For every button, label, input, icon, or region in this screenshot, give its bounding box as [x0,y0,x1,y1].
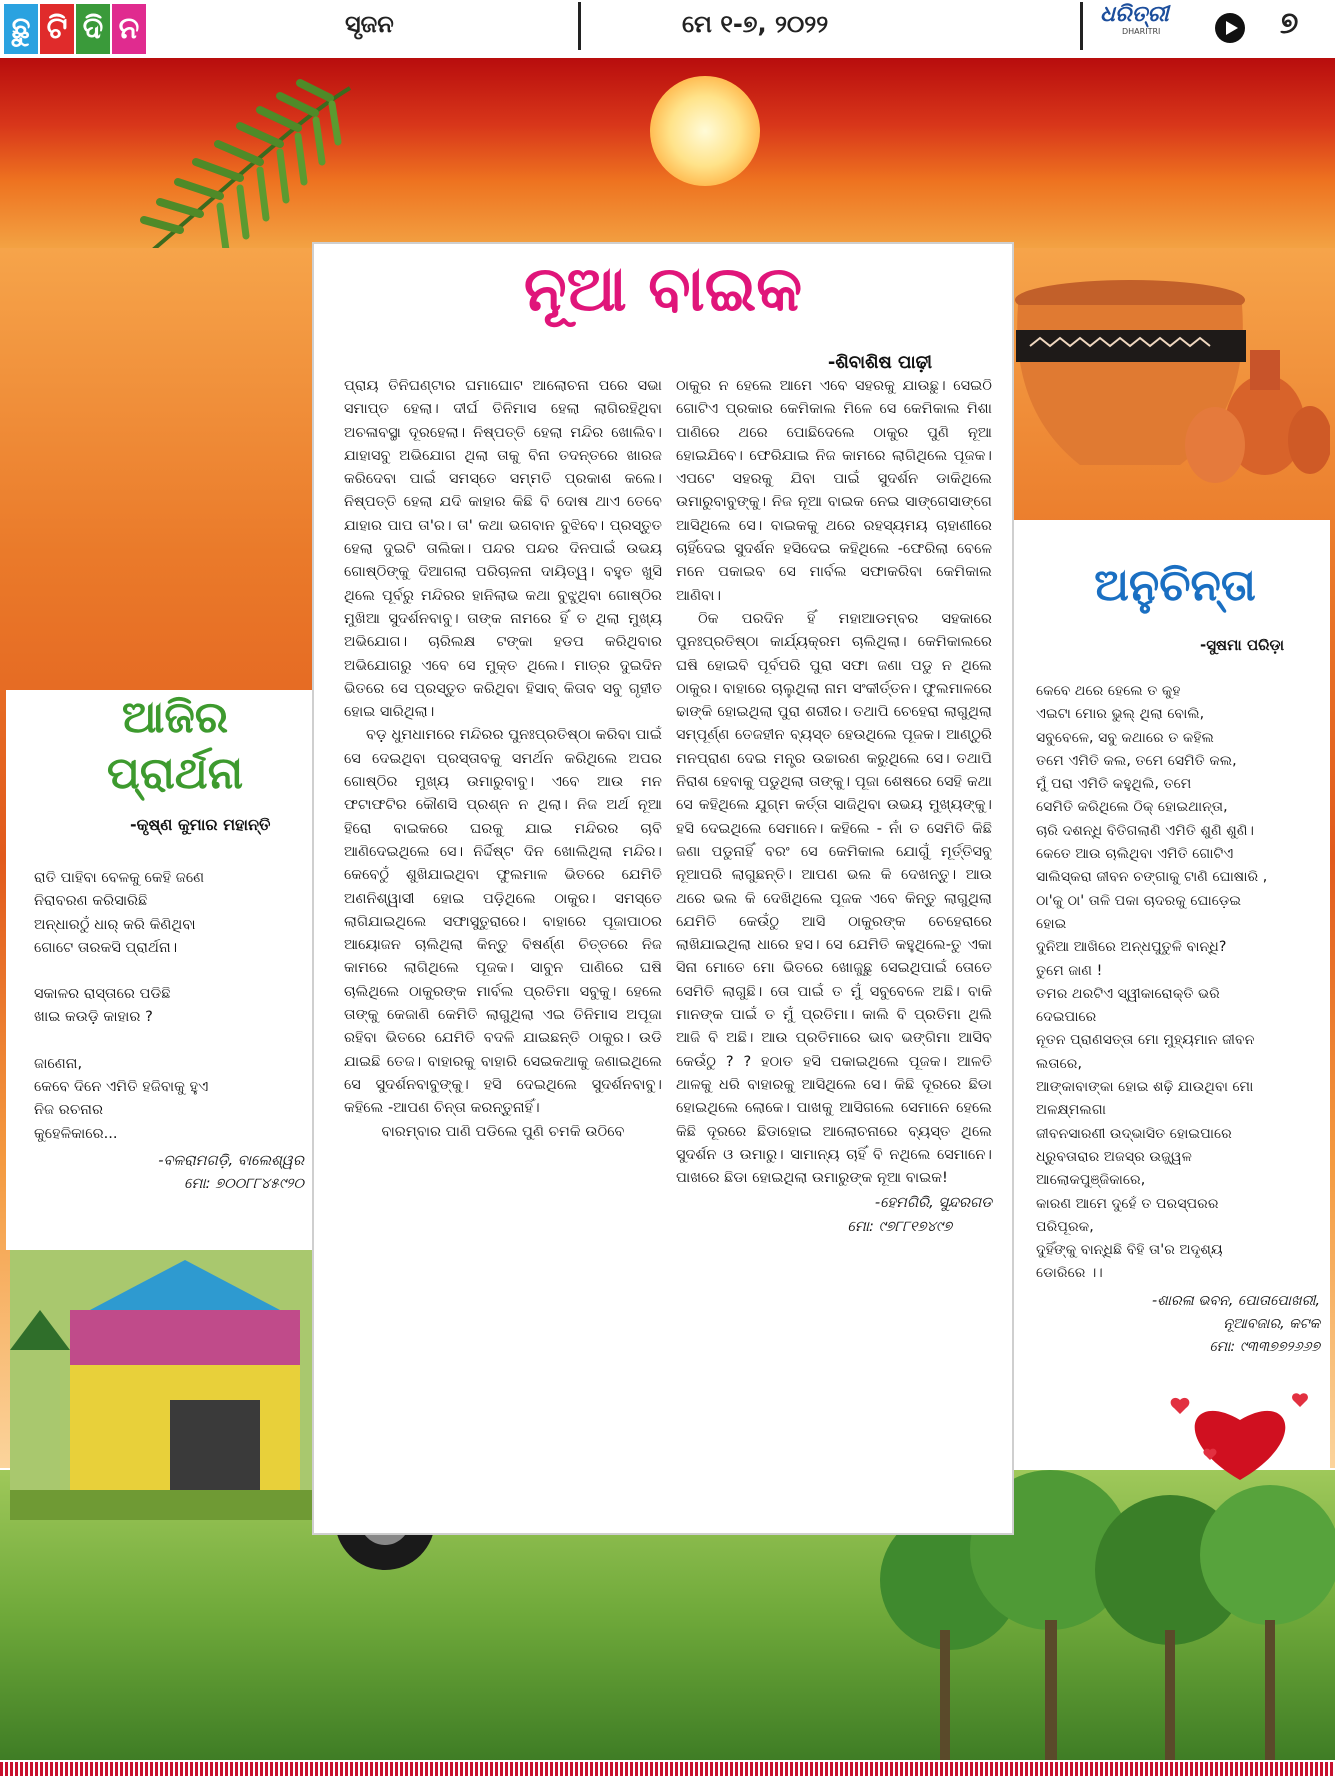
poem-line: ଡୋରିରେ ।। [1036,1265,1103,1282]
poem-line: ଧ୍ରୁବତାରାର ଅଜସ୍ର ଉଜ୍ଜ୍ୱଳ [1036,1148,1192,1165]
poem-line: ସାଲିସ୍‌କରା ଜୀବନ ଚଙ୍ଗାକୁ ଟାଣି ଘୋଷାରି , [1036,869,1268,886]
left-poem-author: -କୃଷ୍ଣ କୁମାର ମହାନ୍ତି [130,815,271,834]
left-poem-body [34,866,304,1196]
poem-line: ଏଇଟା ମୋର ଭୁଲ୍ ଥିଲା ବୋଲି, [1036,706,1205,723]
poem-line: କୁହେଳିକାରେ... [34,1124,118,1142]
poem-line: ଦୁହିଁଙ୍କୁ ବାନ୍ଧିଛି ବିହି ତା'ର ଅଦୃଶ୍ୟ [1036,1242,1223,1259]
article-paragraph: ବାରମ୍ବାର ପାଣି ପଡିଲେ ପୁଣି ଚମକି ଉଠିବେ [381,1122,625,1140]
sun-image [650,76,760,186]
poem-line: ମୁଁ ପରା ଏମିତି କହୁଥିଲି, ତମେ [1036,776,1192,793]
header-divider [1080,2,1083,50]
article-paragraph: ପ୍ରାୟ ତିନିଘଣ୍ଟାର ଘମାଘୋଟ ଆଲୋଚନା ପରେ ସଭା ସମାପ୍ତ ହେଲା। ଦୀର୍ଘ ତିନିମାସ ହେଲା ଲାଗିରହିଥିବା ଅଚଳାବସ୍ଥା ଦୂରହେଲା। ନିଷ୍ପତ୍ତି ହେଲା ମନ୍ଦିର ଖୋଲିବ। ଯାହାସବୁ ଅଭିଯୋଗ ଥିଲା ତାକୁ ବିନା ତଦନ୍ତରେ ଖାରଜ କରିଦେବା ପାଇଁ ସମସ୍ତେ ସମ୍ମତି ପ୍ରକାଶ କଲେ। ନିଷ୍ପତ୍ତି ହେଲା ଯଦି କାହାର କିଛି ବି ଦୋଷ ଥାଏ ତେବେ ଯାହାର ପାପ ତା'ର। ତା' କଥା ଭଗବାନ ବୁଝିବେ। ପ୍ରସ୍ତୁତ ହେଲା ଦୁଇଟି ତାଲିକା। ପନ୍ଦର ପନ୍ଦର ଦିନପାଇଁ ଉଭୟ ଗୋଷ୍ଠିଙ୍କୁ ଦିଆଗଲା ପରିଚାଳନା ଦାୟିତ୍ୱ। ବହୁତ ଖୁସି ଥିଲେ ପୂର୍ବରୁ ମନ୍ଦିରର ହାନିଲାଭ କଥା ବୁଝୁଥିବା ଗୋଷ୍ଠିର ମୁଖିଆ ସୁଦର୍ଶନବାବୁ। ତାଙ୍କ ନାମରେ ହିଁ ତ ଥିଲା ମୁଖ୍ୟ ଅଭିଯୋଗ। ଚାରିଲକ୍ଷ ଟଙ୍କା ହଡପ କରିଥିବାର ଅଭିଯୋଗରୁ ଏବେ ସେ ମୁକ୍ତ ଥିଲେ। ମାତ୍ର ଦୁଇଦିନ ଭିତରେ ସେ ପ୍ରସ୍ତୁତ କରିଥିବା ହିସାବ୍ କିତାବ ସବୁ ଗୃହୀତ ହୋଇ ସାରିଥିଲା। [344,377,662,721]
issue-date: ମେ ୧-୭, ୨୦୨୨ [682,10,829,38]
poem-phone: ମୋ: ୭୦୦୮୮୪୫୯୨୦ [184,1175,304,1193]
poem-line: କେବେ ଥରେ ହେଲେ ତ କୁହ [1036,683,1181,699]
masthead [0,0,1335,58]
poem-phone: ମୋ: ୯୩୩୭୭୨୬୬୭ [1209,1339,1320,1356]
left-poem-title-line: ପ୍ରାର୍ଥନା [106,748,244,799]
masthead-letter-1: ଛୁ [4,4,38,54]
right-poem-title: ଅନୁଚିନ୍ତା [1094,560,1256,611]
poem-line: ସବୁବେଳେ, ସବୁ କଥାରେ ତ କହିଲ [1036,729,1214,746]
poem-line: କାରଣ ଆମେ ଦୁହେଁ ତ ପରସ୍ପରର [1036,1195,1219,1212]
poem-line: ଠା'କୁ ଠା' ତାଳି ପକା ଚାଦରକୁ ଘୋଡ଼େଇ [1036,892,1242,909]
poem-line: ଚାରି ଦଶନ୍ଧି ବିତିଗଲାଣି ଏମିତି ଶୁଣି ଶୁଣି। [1036,822,1254,839]
temple-image [10,1250,340,1520]
article-column-1 [344,374,662,1143]
poem-line: ଆଲୋକପୁଞ୍ଜିକାରେ, [1036,1172,1146,1189]
poem-line: ନୂତନ ପ୍ରାଣସତ୍ତା ମୋ ମୁହ୍ୟମାନ ଜୀବନ [1036,1032,1255,1049]
poem-address: -ଶାରଳା ଭବନ, ପୋତାପୋଖରୀ, [1151,1292,1320,1309]
footer-strip [0,1762,1335,1776]
poem-line [34,1029,304,1052]
poem-line: ନିଜ ରଚନାର [34,1101,104,1119]
article-paragraph: ଠାକୁର ନ ହେଲେ ଆମେ ଏବେ ସହରକୁ ଯାଉଛୁ। ସେଇଠି ଗୋଟିଏ ପ୍ରକାର କେମିକାଲ ମିଳେ ସେ କେମିକାଲ ମିଶା ପାଣିରେ ଥରେ ପୋଛିଦେଲେ ଠାକୁର ପୁଣି ନୂଆ ହୋଇଯିବେ। ଫେରିଯାଇ ନିଜ କାମରେ ଲାଗିଥିଲେ ପୂଜକ। ଏପଟେ ସହରକୁ ଯିବା ପାଇଁ ସୁଦର୍ଶନ ଡାକିଥିଲେ ଉମାରୁବାବୁଙ୍କୁ। ନିଜ ନୂଆ ବାଇକ ନେଇ ସାଙ୍ଗେସାଙ୍ଗେ ଆସିଥିଲେ ସେ। ବାଇକକୁ ଥରେ ରହସ୍ୟମୟ ଚାହାଣୀରେ ଚାହିଁଦେଇ ସୁଦର୍ଶନ ହସିଦେଇ କହିଥିଲେ -ଫେରିଲା ବେଳେ ମନେ ପକାଇବ ସେ ମାର୍ବଲ ସଫାକରିବା କେମିକାଲ ଆଣିବା। [676,377,992,604]
article-title: ନୂଆ ବାଇକ [523,252,803,325]
poem-line: ଜୀବନସାରଣୀ ଉଦ୍‌ଭାସିତ ହୋଇପାରେ [1036,1125,1232,1142]
article-paragraph: ବଡ଼ ଧୁମଧାମରେ ମନ୍ଦିରର ପୁନଃପ୍ରତିଷ୍ଠା କରିବା ପାଇଁ ସେ ଦେଇଥିବା ପ୍ରସ୍ତାବକୁ ସମର୍ଥନ କରିଥିଲେ ଅପର ଗୋଷ୍ଠିର ମୁଖ୍ୟ ଉମାରୁବାବୁ। ଏବେ ଆଉ ମନ ଫଟାଫଟିର କୌଣସି ପ୍ରଶ୍ନ ନ ଥିଲା। ନିଜ ଅର୍ଥ ନୂଆ ହିରୋ ବାଇକରେ ଘରକୁ ଯାଇ ମନ୍ଦିରର ଚାବି ଆଣିଦେଇଥିଲେ ସେ। ନିର୍ଦ୍ଦିଷ୍ଟ ଦିନ ଖୋଲିଥିଲା ମନ୍ଦିର। କେବେଠୁଁ ଶୁଖିଯାଇଥିବା ଫୁଲମାଳ ଭିତରେ ଯେମିତି ଅଣନିଶ୍ୱାସୀ ହୋଇ ପଡ଼ିଥିଲେ ଠାକୁର। ସମସ୍ତେ ଲାଗିଯାଇଥିଲେ ସଫାସୁତୁରାରେ। ବାହାରେ ପୂଜାପାଠର ଆୟୋଜନ ଚାଲିଥିଲା କିନ୍ତୁ ବିଷର୍ଣ୍ଣ ଚିତ୍ତରେ ନିଜ କାମରେ ଲାଗିଥିଲେ ପୂଜକ। ସାବୁନ ପାଣିରେ ଘଷି ଚାଲିଥିଲେ ଠାକୁରଙ୍କ ମାର୍ବଲ ପ୍ରତିମା ସବୁକୁ। ହେଲେ ତାଙ୍କୁ କେଜାଣି କେମିତି ଲାଗୁଥିଲା ଏଇ ତିନିମାସ ଅପୂଜା ରହିବା ଭିତରେ ଯେମିତି ବଦଳି ଯାଇଛନ୍ତି ଠାକୁର। ଉଡି ଯାଇଛି ତେଜ। ବାହାରକୁ ବାହାରି ସେଇକଥାକୁ ଜଣାଇଥିଲେ ସେ ସୁଦର୍ଶନବାବୁଙ୍କୁ। ହସି ଦେଇଥିଲେ ସୁଦର୍ଶନବାବୁ। କହିଲେ -ଆପଣ ଚିନ୍ତା କରନ୍ତୁନାହିଁ। [344,726,662,1117]
right-poem-body [1036,680,1320,1360]
palm-leaf-image [100,78,360,248]
masthead-letter-2: ଟି [40,4,74,54]
poem-line: ରାତି ପାହିବା ବେଳକୁ କେହି ଜଣେ [34,869,205,886]
sunset-banner [0,58,1335,248]
poem-line [34,959,304,982]
hearts-image [1150,1380,1330,1490]
poem-line: କେବେ ଦିନେ ଏମିତି ହଜିବାକୁ ହୁଏ [34,1078,209,1096]
poem-line: ଦେଇପାରେ [1036,1009,1097,1026]
article-author: -ଶିବାଶିଷ ପାଢ଼ୀ [827,352,932,373]
poem-line: ଲତାରେ, [1036,1055,1082,1072]
article-address: -ହେମଗିରି, ସୁନ୍ଦରଗଡ [874,1194,992,1212]
left-poem-title-line: ଆଜିର [121,692,229,743]
poem-line: ଆଙ୍କାବାଙ୍କା ହୋଇ ଶଢ଼ି ଯାଉଥିବା ମୋ [1036,1079,1254,1096]
main-article [312,242,1014,1535]
poem-line: ଖାଇ କଉଡ଼ି କାହାର ? [34,1008,153,1026]
poem-address: -ବଳରାମଗଡ଼ି, ବାଲେଶ୍ୱର [158,1151,304,1169]
poem-line: ସେମିତି କରିଥିଲେ ଠିକ୍ ହୋଇଥାନ୍ତା, [1036,799,1228,816]
poem-line: ଜାଣେନା, [34,1054,83,1072]
article-phone: ମୋ: ୯୭୮୮୧୭୪୯୭ [847,1217,952,1235]
brand-logo: ଧରିତ୍ରୀ DHARITRI [1100,2,1169,36]
play-icon [1214,12,1246,44]
left-poem-title [40,690,310,802]
poem-line: ଗୋଟେ ତାରକସି ପ୍ରାର୍ଥନା। [34,938,178,956]
poem-line: ତମର ଥରଟିଏ ସ୍ୱୀକାରୋକ୍ତି ଭରି [1036,985,1220,1002]
section-name: ସୃଜନ [345,10,394,38]
poem-line: ଦୁନିଆ ଆଖିରେ ଅନ୍ଧପୁତୁଳି ବାନ୍ଧି? [1036,939,1227,956]
poem-line: ତମେ ଏମିତି କଲ, ତମେ ସେମିତି କଲ, [1036,752,1237,769]
poem-line: କେତେ ଆଉ ଚାଲିଥିବା ଏମିତି ଗୋଟିଏ [1036,846,1234,863]
page-number: ୭ [1280,6,1299,41]
article-column-2 [676,374,992,1238]
poem-line: ସକାଳର ରାସ୍ତାରେ ପଡିଛି [34,985,171,1003]
header-divider [578,2,581,50]
poem-line: ତୁମେ ଜାଣ ! [1036,962,1103,979]
pottery-image [1010,250,1330,490]
poem-line: ଅନ୍ଧାରଠୁଁ ଧାର୍ କରି କିଣିଥିବା [34,915,196,933]
poem-line: ପରିପୂରକ, [1036,1218,1094,1235]
poem-line: ଅଳକ୍ଷ୍ମଲଗା [1036,1102,1106,1119]
poem-address: ନୂଆବଜାର, କଟକ [1223,1316,1320,1333]
right-poem-author: -ସୁଷମା ପରିଡ଼ା [1200,636,1285,654]
masthead-letter-3: ଦି [76,4,110,54]
article-paragraph: ଠିକ ପରଦିନ ହିଁ ମହାଆଡମ୍ବର ସହକାରେ ପୁନଃପ୍ରତିଷ୍ଠା କାର୍ଯ୍ୟକ୍ରମ ଚାଲିଥିଲା। କେମିକାଲରେ ଘଷି ହୋଇବି ପୂର୍ବପରି ପୁରା ସଫା ଜଣା ପଡୁ ନ ଥିଲେ ଠାକୁର। ବାହାରେ ଚାଲୁଥିଲା ନାମ ସଂକୀର୍ତ୍ତନ। ଫୁଲମାଳରେ ଢାଙ୍କି ହୋଇଥିଲା ପୁରା ଶରୀର। ତଥାପି ଚେହେରା ଲାଗୁଥିଲା ସମ୍ପୂର୍ଣ୍ଣ ତେଜହୀନ ବ୍ୟସ୍ତ ହେଉଥିଲେ ପୂଜକ। ଆଣ୍ଠୁରି ମନପ୍ରାଣ ଦେଇ ମନ୍ତ୍ର ଉଚ୍ଚାରଣ କରୁଥିଲେ ସେ। ତଥାପି ନିରାଶ ହେବାକୁ ପଡୁଥିଲା ତାଙ୍କୁ। ପୂଜା ଶେଷରେ ସେହି କଥା ସେ କହିଥିଲେ ଯୁଗ୍ମ କର୍ତ୍ତା ସାଜିଥିବା ଉଭୟ ମୁଖ୍ୟଙ୍କୁ। ହସି ଦେଇଥିଲେ ସେମାନେ। କହିଲେ - ନାଁ ତ ସେମିତି କିଛି ଜଣା ପଡୁନାହିଁ ବରଂ ସେ କେମିକାଲ ଯୋଗୁଁ ମୂର୍ତ୍ତିସବୁ ନୂଆପରି ଲାଗୁଛନ୍ତି। ଆପଣ ଭଲ କି ଦେଖନ୍ତୁ। ଆଉ ଥରେ ଭଲ କି ଦେଖିଥିଲେ ପୂଜକ ଏବେ କିନ୍ତୁ ଲାଗୁଥିଲା ଯେମିତି କେଉଁଠୁ ଆସି ଠାକୁରଙ୍କ ଚେହେରାରେ ଲାଖିଯାଇଥିଲା ଧାରେ ହସ। ସେ ଯେମିତି କହୁଥିଲେ-ତୁ ଏକା ସିନା ମୋତେ ମୋ ଭିତରେ ଖୋଜୁଛୁ ସେଇଥିପାଇଁ ତୋତେ ସେମିତି ଲାଗୁଛି। ତୋ ପାଇଁ ତ ମୁଁ ସବୁବେଳେ ଅଛି। ବାକି ମାନଙ୍କ ପାଇଁ ତ ମୁଁ ପ୍ରତିମା। କାଲି ବି ପ୍ରତିମା ଥିଲି ଆଜି ବି ଅଛି। ଆଉ ପ୍ରତିମାରେ ଭାବ ଭଙ୍ଗିମା ଆସିବ କେଉଁଠୁ ? ? ହଠାତ ହସି ପକାଇଥିଲେ ପୂଜକ। ଆଳତି ଥାଳକୁ ଧରି ବାହାରକୁ ଆସିଥିଲେ ସେ। କିଛି ଦୂରରେ ଛିଡା ହୋଇଥିଲେ ଲୋକେ। ପାଖକୁ ଆସିଗଲେ ସେମାନେ ହେଲେ କିଛି ଦୂରରେ ଛିଡାହୋଇ ଆଲୋଚନାରେ ବ୍ୟସ୍ତ ଥିଲେ ସୁଦର୍ଶନ ଓ ଉମାରୁ। ସାମାନ୍ୟ ଚାହିଁ ବି ନଥିଲେ ସେମାନେ। ପାଖରେ ଛିଡା ହୋଇଥିଲା ଉମାରୁଙ୍କ ନୂଆ ବାଇକ! [676,609,992,1187]
poem-line: ହୋଇ [1036,915,1067,932]
poem-line: ନିରାବରଣ କରିସାରିଛି [34,892,148,910]
masthead-letter-4: ନ [112,4,146,54]
